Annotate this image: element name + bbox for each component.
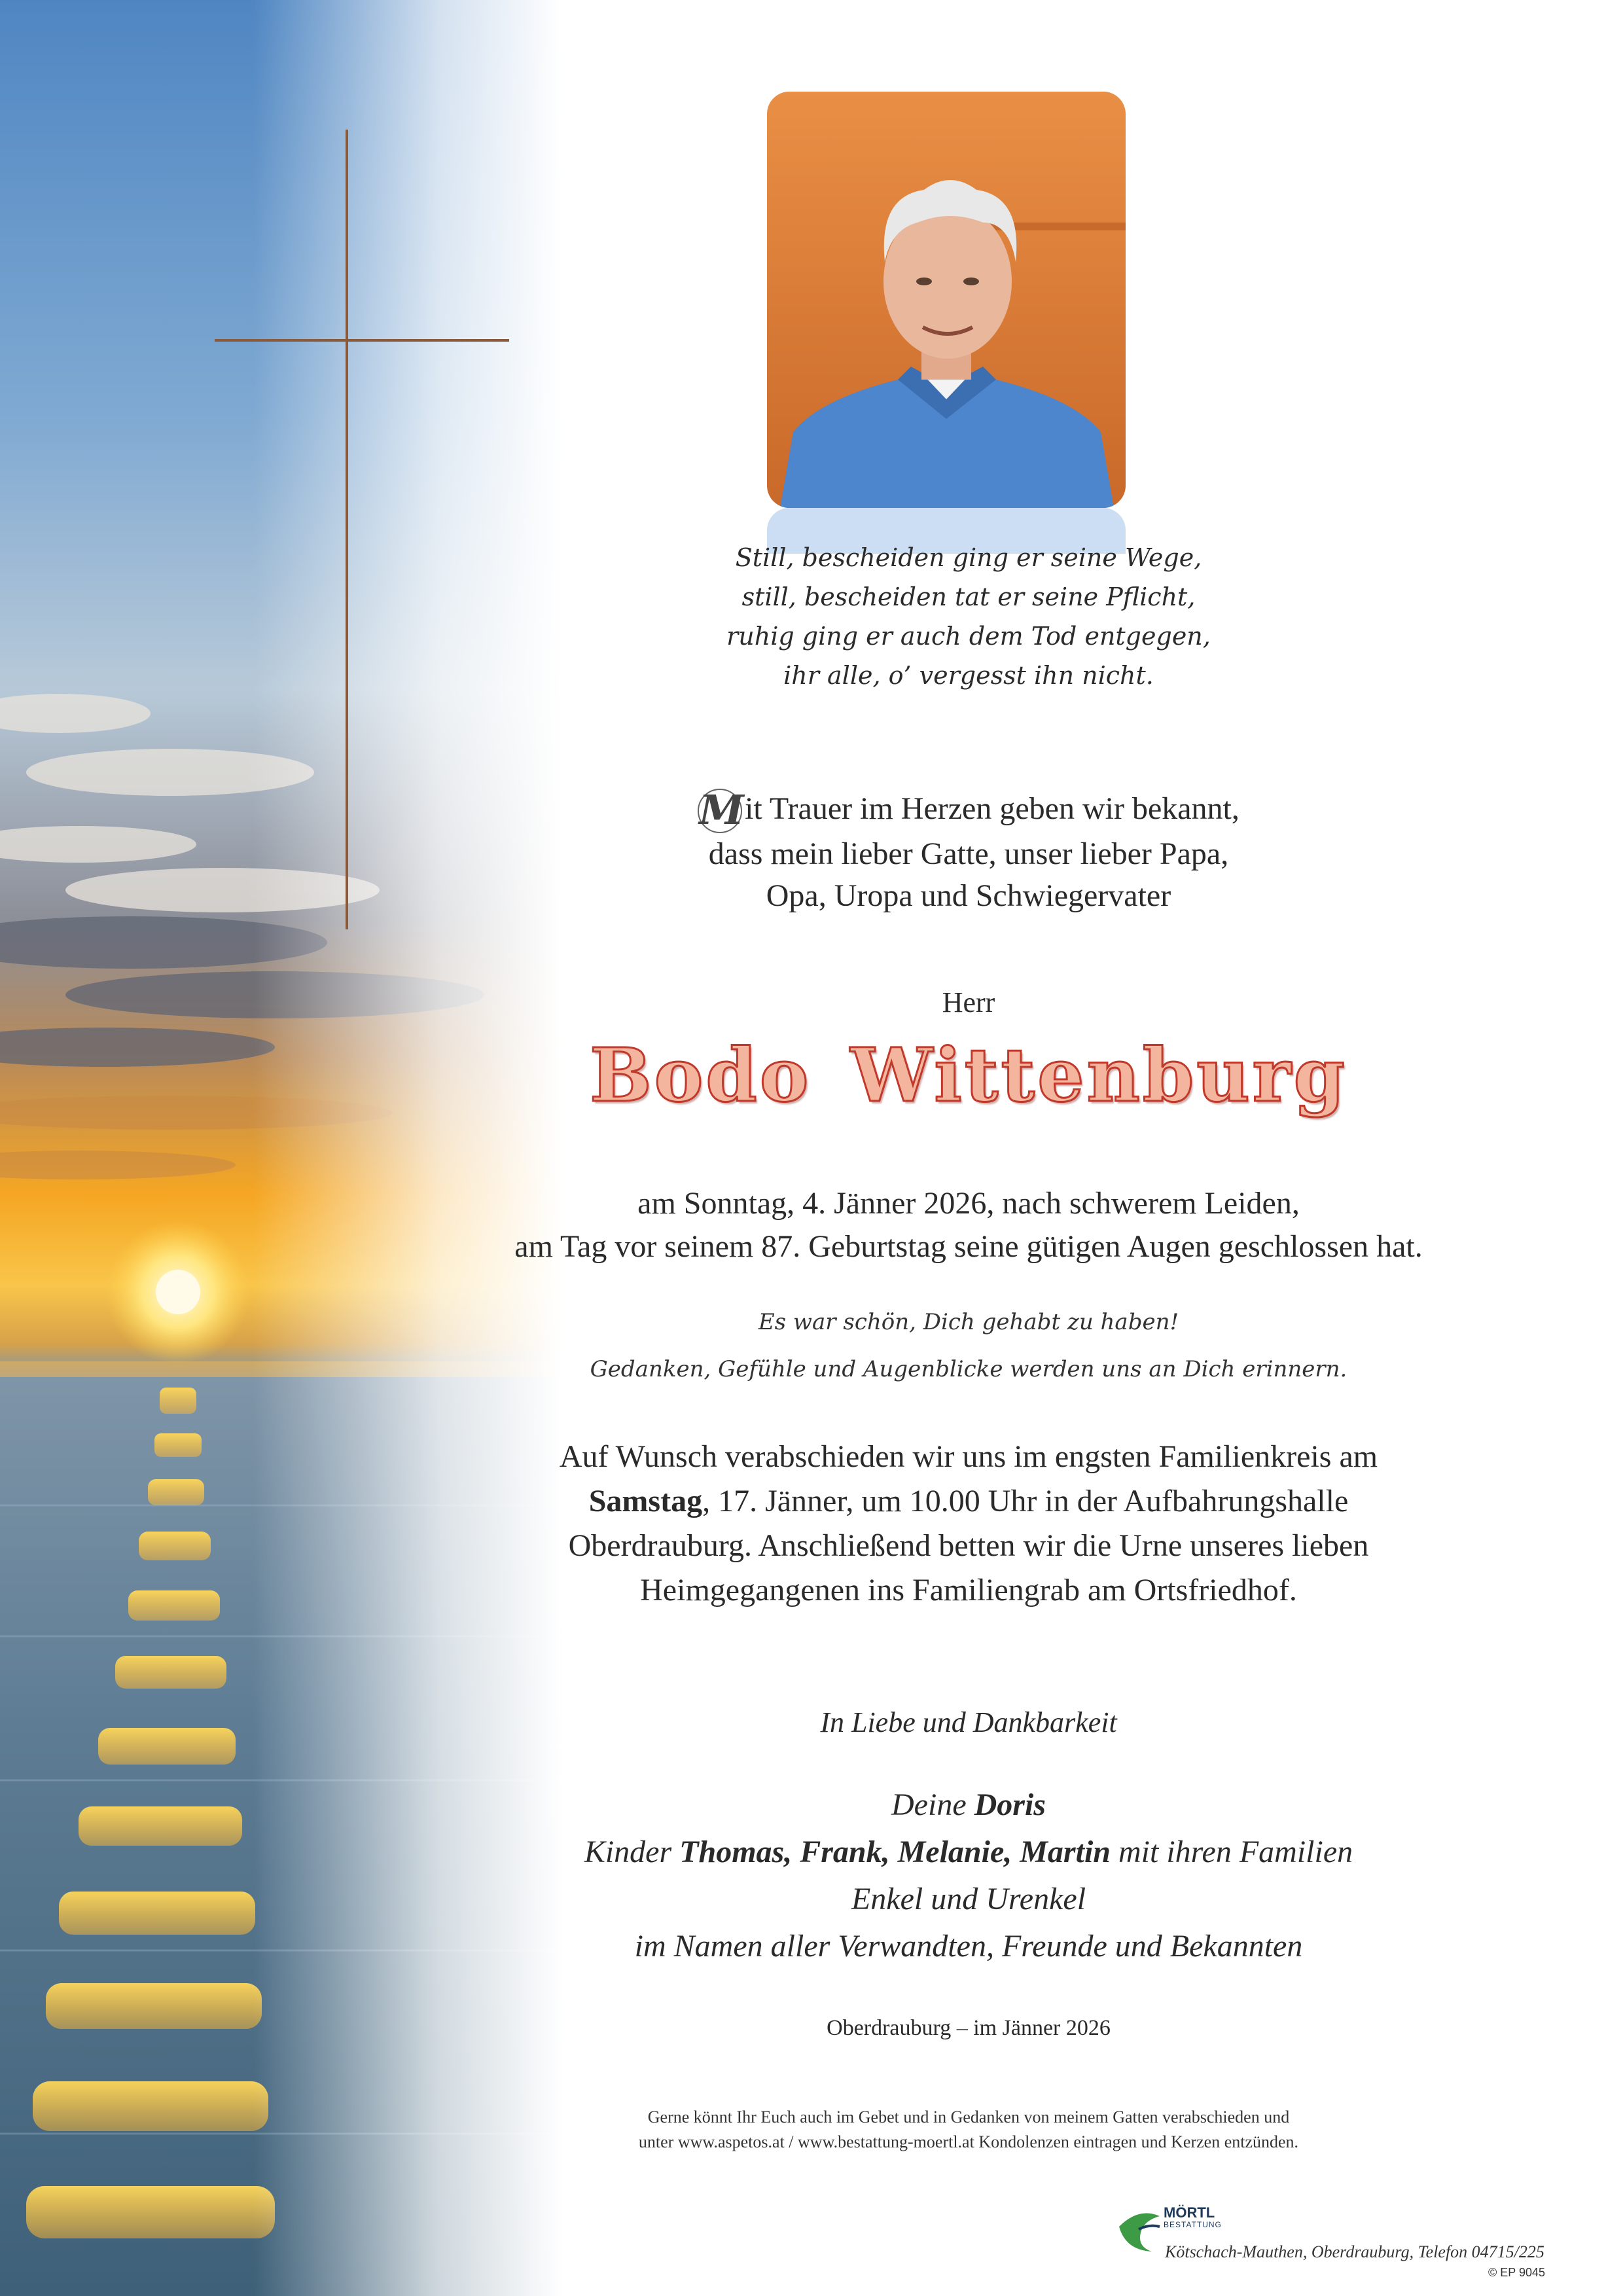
funeral-home-name <box>1164 2204 1222 2231</box>
funeral-line: Oberdrauburg. Anschließend betten wir die Urne unseres lieben <box>568 1528 1369 1563</box>
death-line: am Tag vor seinem 87. Geburtstag seine gütigen Augen geschlossen hat. <box>514 1229 1423 1264</box>
poem-line: still, bescheiden tat er seine Pflicht, <box>741 583 1196 611</box>
ornamental-dropcap: M <box>699 786 744 834</box>
last-name: Wittenburg <box>850 1033 1347 1119</box>
print-code: © EP 9045 <box>1488 2266 1545 2279</box>
logo-subtitle: BESTATTUNG <box>1164 2220 1222 2229</box>
death-line: am Sonntag, 4. Jänner 2026, nach schwerem Leiden, <box>637 1186 1300 1221</box>
cross-icon-horizontal <box>215 339 509 342</box>
closing-phrase: In Liebe und Dankbarkeit <box>820 1706 1117 1738</box>
funeral-line: , 17. Jänner, um 10.00 Uhr in der Aufbahrungshalle <box>702 1484 1349 1518</box>
quote-line: Gedanken, Gefühle und Augenblicke werden uns an Dich erinnern. <box>590 1356 1347 1382</box>
children-names: Thomas, Frank, Melanie, Martin <box>679 1835 1111 1869</box>
salutation: Herr <box>942 986 995 1018</box>
place-date: Oberdrauburg – im Jänner 2026 <box>827 2016 1111 2040</box>
announcement-intro <box>419 788 1518 917</box>
portrait-photo <box>767 92 1126 508</box>
death-details <box>419 1182 1518 1268</box>
poem-line: ihr alle, o’ vergesst ihn nicht. <box>783 661 1154 690</box>
funeral-details <box>419 1435 1518 1613</box>
funeral-day: Samstag <box>588 1484 703 1518</box>
funeral-line: Heimgegangenen ins Familiengrab am Ortsfriedhof. <box>640 1573 1297 1607</box>
funeral-home-address: Kötschach-Mauthen, Oberdrauburg, Telefon 04715/225 <box>1165 2242 1544 2261</box>
intro-line: Opa, Uropa und Schwiegervater <box>766 878 1171 913</box>
children-prefix: Kinder <box>584 1835 680 1869</box>
poem-line: Still, bescheiden ging er seine Wege, <box>735 543 1202 572</box>
condolence-note <box>419 2105 1518 2155</box>
wife-prefix: Deine <box>891 1787 974 1822</box>
quote-line: Es war schön, Dich gehabt zu haben! <box>758 1309 1179 1335</box>
cross-icon-vertical <box>346 130 348 929</box>
logo-name: MÖRTL <box>1164 2204 1215 2221</box>
wife-name: Doris <box>974 1787 1046 1822</box>
funeral-line: Auf Wunsch verabschieden wir uns im engsten Familienkreis am <box>559 1439 1378 1474</box>
relatives: im Namen aller Verwandten, Freunde und Bekannten <box>634 1929 1303 1964</box>
deceased-name <box>419 1033 1518 1119</box>
note-line: Gerne könnt Ihr Euch auch im Gebet und in Gedanken von meinem Gatten verabschieden und <box>647 2108 1290 2126</box>
memorial-quote <box>419 1299 1518 1393</box>
poem-line: ruhig ging er auch dem Tod entgegen, <box>726 622 1211 651</box>
mourners <box>419 1782 1518 1970</box>
intro-line: dass mein lieber Gatte, unser lieber Papa, <box>708 836 1229 871</box>
poem <box>419 538 1518 695</box>
grandchildren: Enkel und Urenkel <box>851 1882 1086 1916</box>
children-suffix: mit ihren Familien <box>1110 1835 1353 1869</box>
intro-line: it Trauer im Herzen geben wir bekannt, <box>745 791 1240 826</box>
note-line: unter www.aspetos.at / www.bestattung-moertl.at Kondolenzen eintragen und Kerzen entzünden. <box>638 2132 1299 2151</box>
first-name: Bodo <box>590 1033 812 1119</box>
